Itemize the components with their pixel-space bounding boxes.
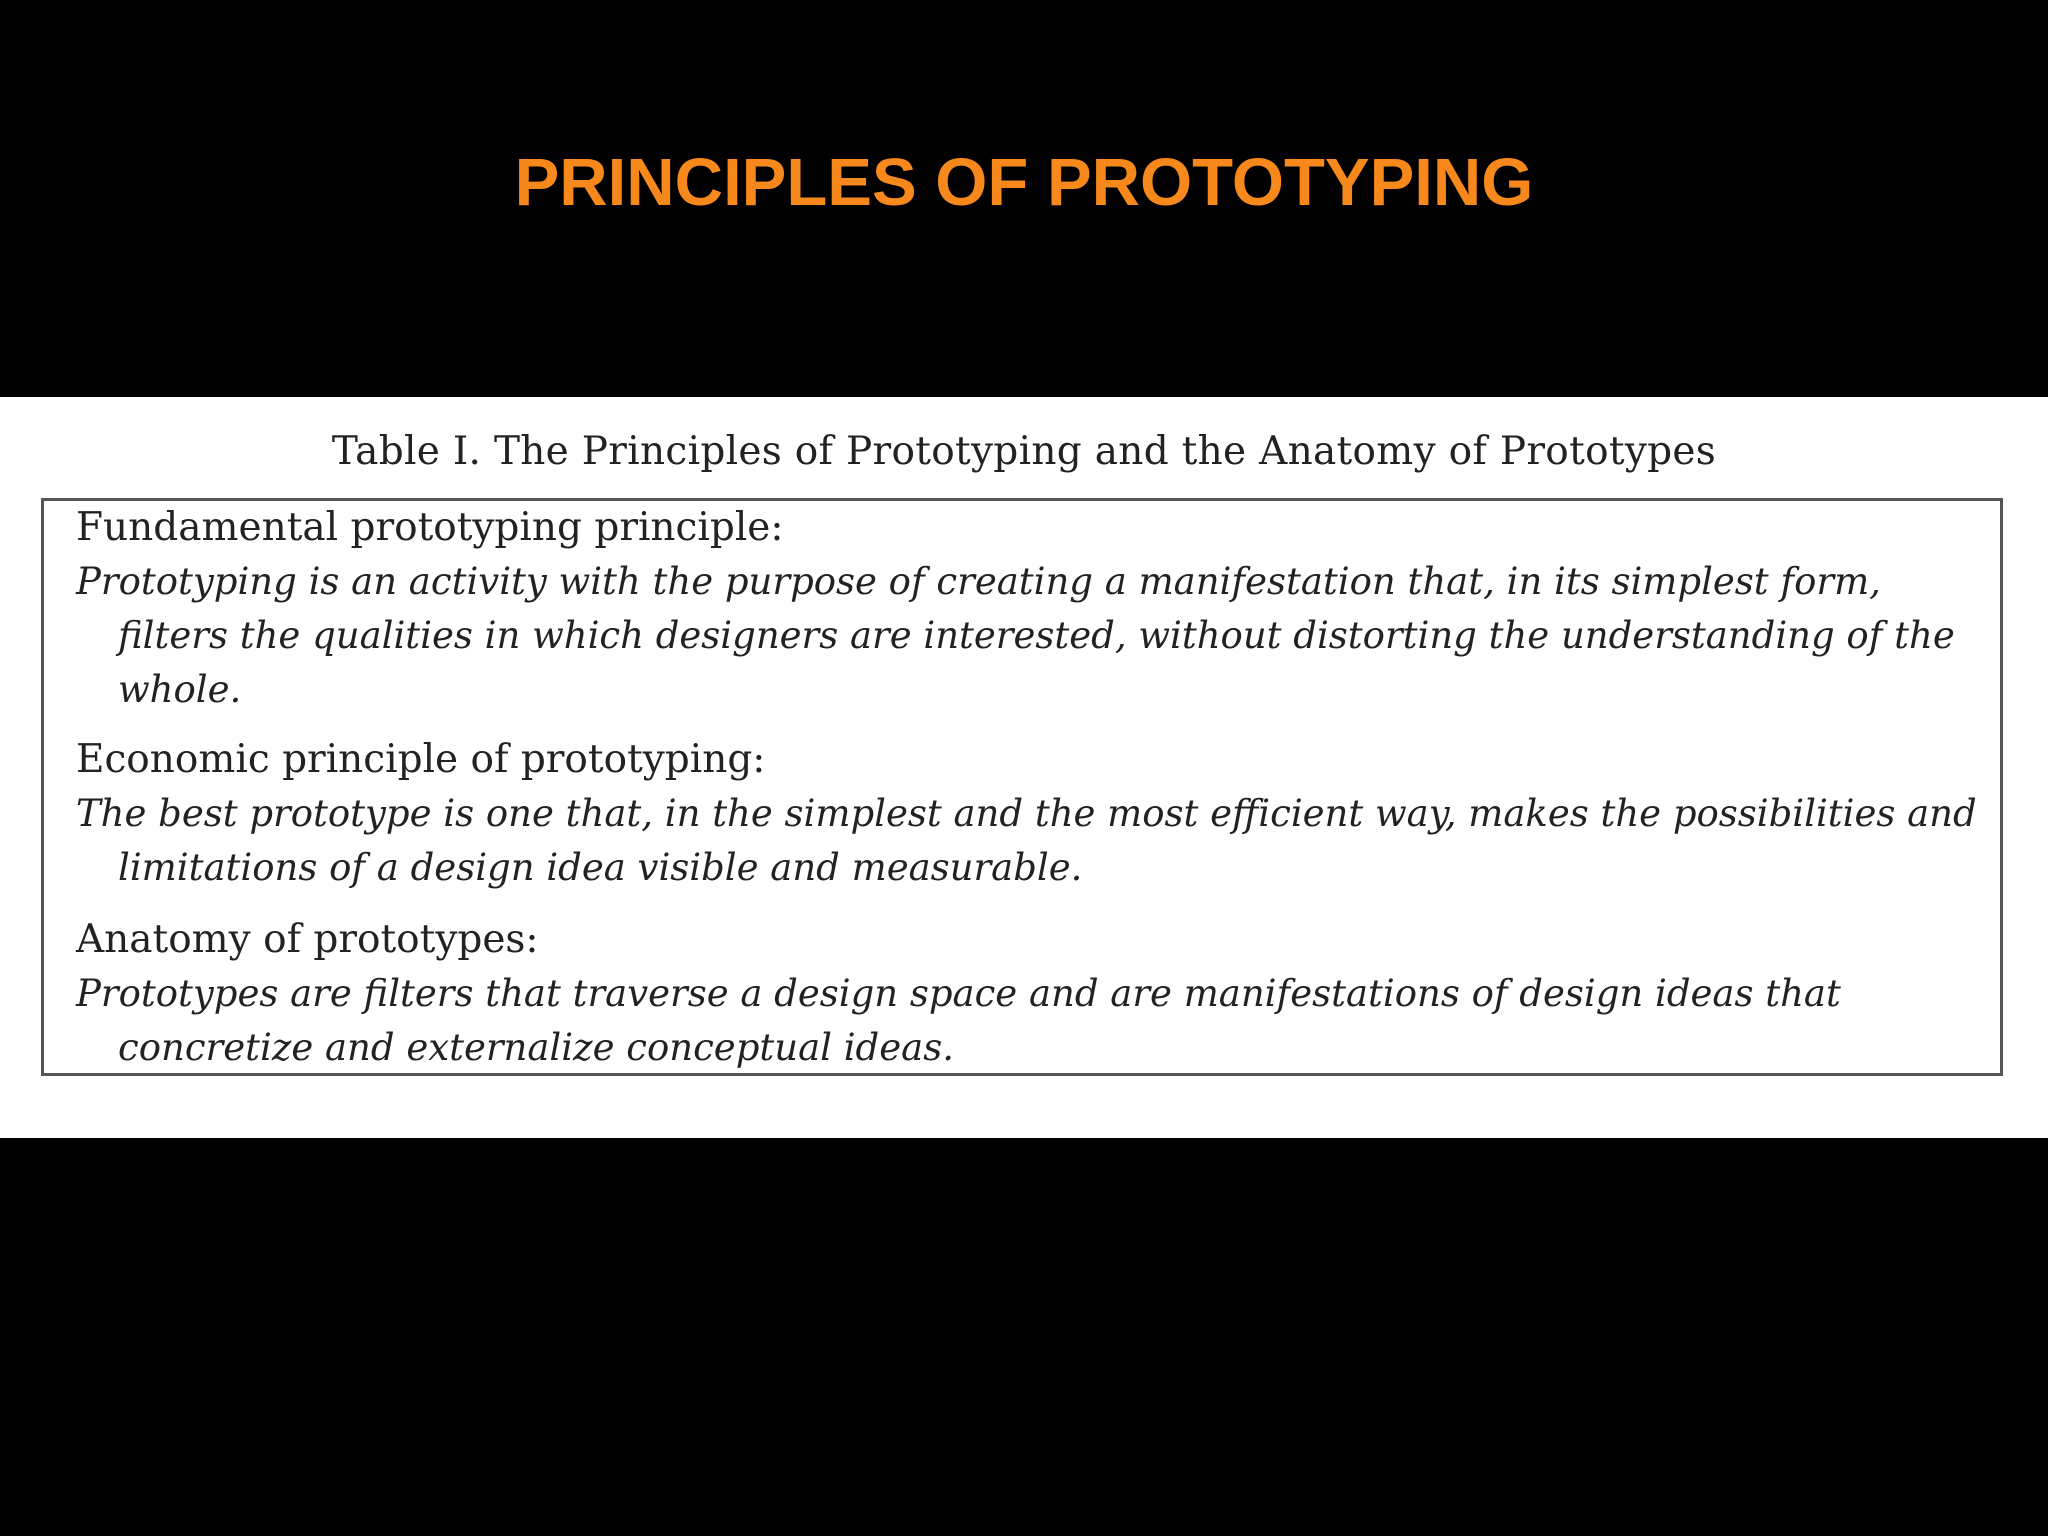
principle-anatomy	[76, 913, 1996, 1075]
principle-fundamental	[76, 501, 1996, 717]
principles-table	[41, 498, 2003, 1076]
slide-title: PRINCIPLES OF PROTOTYPING	[514, 145, 1534, 220]
table-caption: Table I. The Principles of Prototyping and the Anatomy of Prototypes	[331, 429, 1717, 474]
principle-heading: Economic principle of prototyping:	[76, 737, 766, 782]
principle-body: Prototyping is an activity with the purpose of creating a manifestation that, in its simplest form, filters the qualities in which designers are interested, without distorting the understanding of the whole.	[76, 560, 1955, 711]
principle-heading: Fundamental prototyping principle:	[76, 505, 784, 550]
table-image	[0, 397, 2048, 1138]
principle-body: Prototypes are filters that traverse a design space and are manifestations of design ideas that concretize and externalize conceptual ideas.	[76, 972, 1841, 1069]
principle-heading: Anatomy of prototypes:	[76, 917, 539, 962]
principle-body: The best prototype is one that, in the simplest and the most efficient way, makes the possibilities and limitations of a design idea visible and measurable.	[76, 792, 1977, 889]
principle-economic	[76, 733, 1996, 895]
